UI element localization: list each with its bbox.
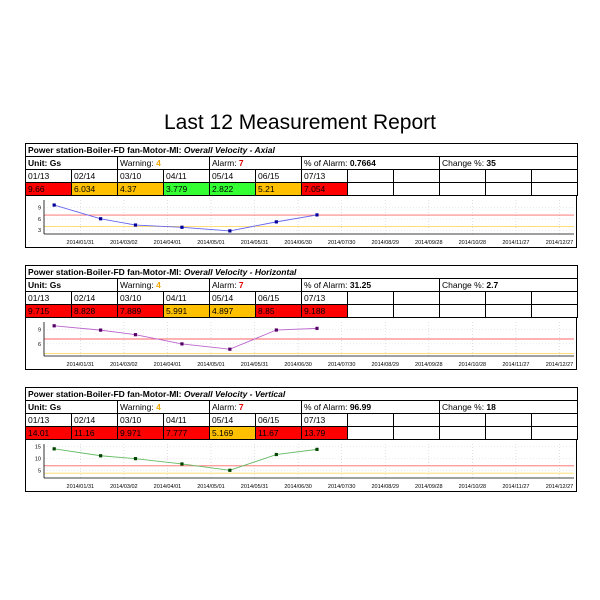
x-tick-label: 2014/06/30 [284,362,312,368]
empty-cell [532,427,578,440]
x-tick-label: 2014/04/01 [153,362,182,368]
value-cell: 9.188 [302,305,348,318]
y-tick-label: 6 [37,216,41,223]
date-row [26,170,578,183]
warning-cell [118,157,210,170]
report-title: Last 12 Measurement Report [164,111,436,134]
x-tick-label: 2014/08/29 [371,362,399,368]
report-section-vertical [25,387,577,492]
empty-cell [394,292,440,305]
data-point [53,324,56,327]
data-point [228,469,231,472]
empty-cell [486,414,532,427]
x-tick-label: 2014/06/30 [284,240,312,246]
value-cell: 9.971 [118,427,164,440]
x-tick-label: 2014/01/31 [66,240,95,246]
empty-cell [348,305,394,318]
date-cell: 02/14 [72,414,118,427]
data-point [53,203,56,206]
empty-cell [486,292,532,305]
date-cell: 05/14 [210,414,256,427]
data-point [275,328,278,331]
date-row [26,414,578,427]
date-cell: 07/13 [302,292,348,305]
x-tick-label: 2014/10/28 [458,484,487,490]
x-tick-label: 2014/05/01 [197,240,225,246]
date-cell: 02/14 [72,170,118,183]
data-point [99,217,102,220]
warning-label: Warning: [120,401,157,412]
date-cell: 04/11 [164,292,210,305]
warning-label: Warning: [120,157,157,168]
warning-value: 4 [156,157,161,168]
date-cell: 06/15 [256,414,302,427]
change-label: Change %: [442,401,487,412]
x-tick-label: 2014/05/01 [197,362,225,368]
x-tick-label: 2014/01/31 [66,362,95,368]
data-point [99,329,102,332]
change-value: 2.7 [486,279,499,290]
x-tick-label: 2014/11/27 [502,484,530,490]
y-tick-label: 3 [37,228,41,235]
change-value: 18 [486,401,496,412]
x-tick-label: 2014/07/30 [327,362,356,368]
y-tick-label: 15 [34,444,41,451]
empty-cell [486,305,532,318]
date-cell: 02/14 [72,292,118,305]
value-cell: 8.828 [72,305,118,318]
date-cell: 01/13 [26,170,72,183]
trend-chart-svg [26,440,578,492]
header-measure: Overall Velocity - Horizontal [183,266,297,277]
value-cell: 4.37 [118,183,164,196]
value-row [26,183,578,196]
empty-cell [394,170,440,183]
pct-alarm-value: 0.7664 [349,157,376,168]
empty-cell [532,305,578,318]
empty-cell [348,414,394,427]
empty-cell [532,183,578,196]
x-tick-label: 2014/07/30 [327,484,356,490]
x-tick-label: 2014/05/31 [240,362,269,368]
header-prefix: Power station-Boiler-FD fan-Motor-MI: [28,388,184,399]
x-tick-label: 2014/04/01 [153,240,182,246]
value-cell: 9.66 [26,183,72,196]
value-cell: 7.777 [164,427,210,440]
y-tick-label: 10 [34,456,41,463]
change-cell [440,157,578,170]
x-tick-label: 2014/09/28 [415,484,443,490]
empty-cell [440,183,486,196]
alarm-label: Alarm: [212,157,239,168]
report-section-axial [25,143,577,248]
value-cell: 8.85 [256,305,302,318]
trend-chart-svg [26,196,578,248]
value-cell: 6.034 [72,183,118,196]
pct-alarm-cell [302,401,440,414]
data-point [180,462,183,465]
empty-cell [348,427,394,440]
value-cell: 3.779 [164,183,210,196]
x-tick-label: 2014/05/31 [240,484,269,490]
pct-alarm-label: % of Alarm: [304,401,350,412]
x-tick-label: 2014/09/28 [415,362,443,368]
empty-cell [486,427,532,440]
data-point [275,453,278,456]
x-tick-label: 2014/04/01 [153,484,182,490]
data-point [134,223,137,226]
header-prefix: Power station-Boiler-FD fan-Motor-MI: [28,266,184,277]
date-cell: 06/15 [256,170,302,183]
report-section-horizontal [25,265,577,370]
value-cell: 7.054 [302,183,348,196]
x-tick-label: 2014/06/30 [284,484,312,490]
header-measure: Overall Velocity - Vertical [183,388,286,399]
alarm-cell [210,157,302,170]
y-tick-label: 9 [37,205,41,212]
empty-cell [348,292,394,305]
data-point [53,447,56,450]
alarm-cell [210,401,302,414]
date-cell: 03/10 [118,414,164,427]
date-cell: 01/13 [26,292,72,305]
x-tick-label: 2014/09/28 [415,240,443,246]
measurement-table [25,143,578,196]
data-point [134,457,137,460]
x-tick-label: 2014/10/28 [458,240,487,246]
value-cell: 2.822 [210,183,256,196]
y-tick-label: 6 [37,341,41,348]
trend-chart [25,196,577,248]
header-prefix: Power station-Boiler-FD fan-Motor-MI: [28,144,184,155]
date-cell: 05/14 [210,292,256,305]
y-tick-label: 9 [37,327,41,334]
trend-chart-svg [26,318,578,370]
date-cell: 03/10 [118,292,164,305]
change-value: 35 [486,157,496,168]
x-tick-label: 2014/05/01 [197,484,225,490]
x-tick-label: 2014/08/29 [371,240,399,246]
alarm-value: 7 [238,401,244,412]
empty-cell [348,183,394,196]
warning-cell [118,279,210,292]
x-tick-label: 2014/07/30 [327,240,356,246]
empty-cell [532,170,578,183]
x-tick-label: 2014/08/29 [371,484,399,490]
value-cell: 7.889 [118,305,164,318]
empty-cell [440,414,486,427]
change-label: Change %: [442,279,487,290]
x-tick-label: 2014/05/31 [240,240,269,246]
pct-alarm-cell [302,157,440,170]
pct-alarm-value: 96.99 [349,401,372,412]
value-cell: 5.21 [256,183,302,196]
data-point [228,348,231,351]
warning-value: 4 [156,401,161,412]
data-point [180,226,183,229]
pct-alarm-cell [302,279,440,292]
pct-alarm-label: % of Alarm: [304,279,350,290]
measurement-table [25,387,578,440]
data-point [180,342,183,345]
empty-cell [532,414,578,427]
empty-cell [440,427,486,440]
x-tick-label: 2014/11/27 [502,362,530,368]
data-point [315,327,318,330]
date-cell: 07/13 [302,414,348,427]
empty-cell [348,170,394,183]
data-point [275,220,278,223]
date-cell: 06/15 [256,292,302,305]
data-point [134,333,137,336]
value-cell: 5.991 [164,305,210,318]
alarm-cell [210,279,302,292]
warning-label: Warning: [120,279,157,290]
date-cell: 03/10 [118,170,164,183]
x-tick-label: 2014/12/27 [545,362,574,368]
trend-chart [25,440,577,492]
value-cell: 11.67 [256,427,302,440]
empty-cell [440,305,486,318]
alarm-value: 7 [238,279,244,290]
alarm-label: Alarm: [212,279,239,290]
header-measure: Overall Velocity - Axial [183,144,275,155]
series-line [54,205,317,231]
empty-cell [394,427,440,440]
value-cell: 11.16 [72,427,118,440]
unit-label: Unit: Gs [26,279,118,292]
unit-label: Unit: Gs [26,157,118,170]
date-row [26,292,578,305]
x-tick-label: 2014/03/02 [110,240,138,246]
trend-chart [25,318,577,370]
pct-alarm-value: 31.25 [349,279,372,290]
empty-cell [394,305,440,318]
change-cell [440,401,578,414]
alarm-label: Alarm: [212,401,239,412]
value-row [26,427,578,440]
x-tick-label: 2014/03/02 [110,484,138,490]
data-point [315,213,318,216]
measurement-table [25,265,578,318]
empty-cell [532,292,578,305]
empty-cell [394,414,440,427]
x-tick-label: 2014/12/27 [545,240,574,246]
date-cell: 05/14 [210,170,256,183]
data-point [315,448,318,451]
value-cell: 9.715 [26,305,72,318]
series-line [54,449,317,470]
value-cell: 4.897 [210,305,256,318]
date-cell: 07/13 [302,170,348,183]
empty-cell [394,183,440,196]
change-label: Change %: [442,157,487,168]
section-header [26,144,578,157]
value-row [26,305,578,318]
section-header [26,388,578,401]
alarm-value: 7 [238,157,244,168]
y-tick-label: 5 [37,468,41,475]
pct-alarm-label: % of Alarm: [304,157,350,168]
x-tick-label: 2014/03/02 [110,362,138,368]
section-header [26,266,578,279]
empty-cell [440,170,486,183]
warning-value: 4 [156,279,161,290]
value-cell: 14.01 [26,427,72,440]
date-cell: 04/11 [164,414,210,427]
empty-cell [486,183,532,196]
change-cell [440,279,578,292]
x-tick-label: 2014/11/27 [502,240,530,246]
data-point [228,229,231,232]
unit-label: Unit: Gs [26,401,118,414]
x-tick-label: 2014/10/28 [458,362,487,368]
date-cell: 04/11 [164,170,210,183]
date-cell: 01/13 [26,414,72,427]
x-tick-label: 2014/12/27 [545,484,574,490]
empty-cell [486,170,532,183]
warning-cell [118,401,210,414]
value-cell: 5.169 [210,427,256,440]
x-tick-label: 2014/01/31 [66,484,95,490]
value-cell: 13.79 [302,427,348,440]
data-point [99,454,102,457]
empty-cell [440,292,486,305]
